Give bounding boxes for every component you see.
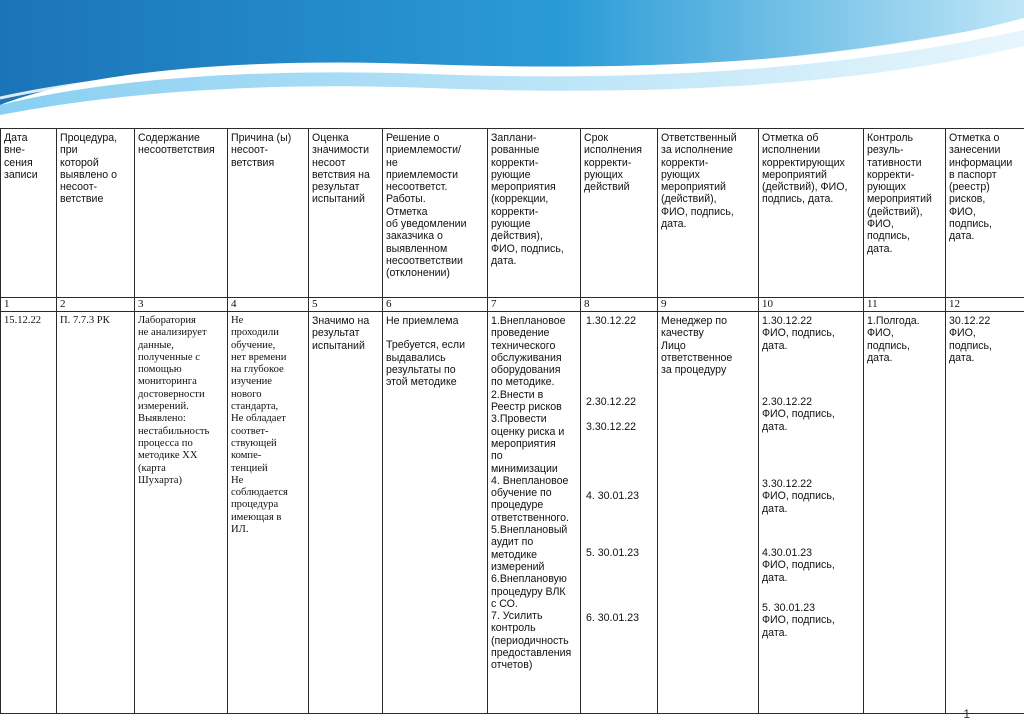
- cell-execution: [759, 312, 864, 714]
- column-number: 4: [228, 298, 309, 312]
- action-item: 1.Внеплановое проведение технического обслуживания оборудования по методике.: [491, 315, 566, 389]
- action-item: 4. Внеплановое обучение по процедуре ответственного.: [491, 474, 569, 524]
- nonconformity-register-table: [0, 128, 1024, 714]
- page-number: 1: [963, 707, 970, 721]
- execution-item: 5. 30.01.23 ФИО, подпись, дата.: [762, 602, 835, 639]
- action-item: 5.Внеплановый аудит по методике измерений: [491, 524, 568, 573]
- cell-registry: 30.12.22 ФИО, подпись, дата.: [946, 312, 1024, 714]
- cell-control: 1.Полгода. ФИО, подпись, дата.: [864, 312, 946, 714]
- header-cell-content: Содержание несоответствия: [135, 129, 228, 298]
- header-cell-control: Контроль резуль- тативности корректи- рующих мероприятий (действий), ФИО, подпись, дата.: [864, 129, 946, 298]
- cell-decision: Не приемлема Требуется, если выдавались результаты по этой методике: [383, 312, 488, 714]
- cell-actions: [488, 312, 581, 714]
- cell-date: 15.12.22: [1, 312, 57, 714]
- header-row: [1, 129, 1024, 298]
- column-number: 5: [309, 298, 383, 312]
- header-cell-cause: Причина (ы) несоот- ветствия: [228, 129, 309, 298]
- cell-content: Лаборатория не анализирует данные, полученные с помощью мониторинга достоверности измерений. Выявлено: нестабильность процесса по методике ХХ (карта Шухарта): [135, 312, 228, 714]
- deadline-item: 3.30.12.22: [586, 421, 637, 433]
- column-number: 8: [581, 298, 658, 312]
- header-cell-registry: Отметка о занесении информации в паспорт (реестр) рисков, ФИО, подпись, дата.: [946, 129, 1024, 298]
- header-cell-deadline: Срок исполнения корректи- рующих действий: [581, 129, 658, 298]
- header-wave-decoration: [0, 0, 1024, 115]
- execution-item: 3.30.12.22 ФИО, подпись, дата.: [762, 478, 835, 515]
- column-number: 6: [383, 298, 488, 312]
- cell-procedure: П. 7.7.3 РК: [57, 312, 135, 714]
- column-number: 10: [759, 298, 864, 312]
- column-number: 7: [488, 298, 581, 312]
- header-cell-decision: Решение о приемлемости/ не приемлемости несоответст. Работы. Отметка об уведомлении заказчика о выявленном несоответствии (отклонении): [383, 129, 488, 298]
- header-cell-execution: Отметка об исполнении корректирующих мероприятий (действий), ФИО, подпись, дата.: [759, 129, 864, 298]
- execution-item: 2.30.12.22 ФИО, подпись, дата.: [762, 396, 835, 433]
- deadline-item: 5. 30.01.23: [586, 547, 640, 559]
- column-number: 2: [57, 298, 135, 312]
- action-item: 7. Усилить контроль (периодичность предоставления отчетов): [491, 610, 572, 672]
- deadline-item: 6. 30.01.23: [586, 612, 640, 624]
- action-item: 2.Внести в Реестр рисков: [491, 388, 562, 414]
- header-cell-procedure: Процедура, при которой выявлено о несоот- ветствие: [57, 129, 135, 298]
- action-item: 3.Провести оценку риска и мероприятия по минимизации: [491, 413, 565, 475]
- cell-cause: Не проходили обучение, нет времени на глубокое изучение нового стандарта, Не обладает соответ- ствующей компе- тенцией Не соблюдается процедура имеющая в ИЛ.: [228, 312, 309, 714]
- header-cell-date: Дата вне- сения записи: [1, 129, 57, 298]
- deadline-item: 2.30.12.22: [586, 396, 637, 408]
- column-number-row: [1, 298, 1024, 312]
- column-number: 11: [864, 298, 946, 312]
- cell-responsible: Менеджер по качеству Лицо ответственное за процедуру: [658, 312, 759, 714]
- action-item: 6.Внеплановую процедуру ВЛК с СО.: [491, 573, 567, 610]
- execution-item: 4.30.01.23 ФИО, подпись, дата.: [762, 547, 835, 584]
- header-cell-actions: Заплани- рованные корректи- рующие мероприятия (коррекции, корректи- рующие действия), ФИО, подпись, дата.: [488, 129, 581, 298]
- cell-deadlines: [581, 312, 658, 714]
- column-number: 1: [1, 298, 57, 312]
- header-cell-significance: Оценка значимости несоот ветствия на результат испытаний: [309, 129, 383, 298]
- deadline-item: 1.30.12.22: [586, 315, 637, 327]
- column-number: 12: [946, 298, 1024, 312]
- column-number: 3: [135, 298, 228, 312]
- table-row: [1, 312, 1024, 714]
- execution-item: 1.30.12.22 ФИО, подпись, дата.: [762, 315, 835, 352]
- cell-significance: Значимо на результат испытаний: [309, 312, 383, 714]
- deadline-item: 4. 30.01.23: [586, 490, 640, 502]
- column-number: 9: [658, 298, 759, 312]
- header-cell-responsible: Ответственный за исполнение корректи- рующих мероприятий (действий), ФИО, подпись, дата.: [658, 129, 759, 298]
